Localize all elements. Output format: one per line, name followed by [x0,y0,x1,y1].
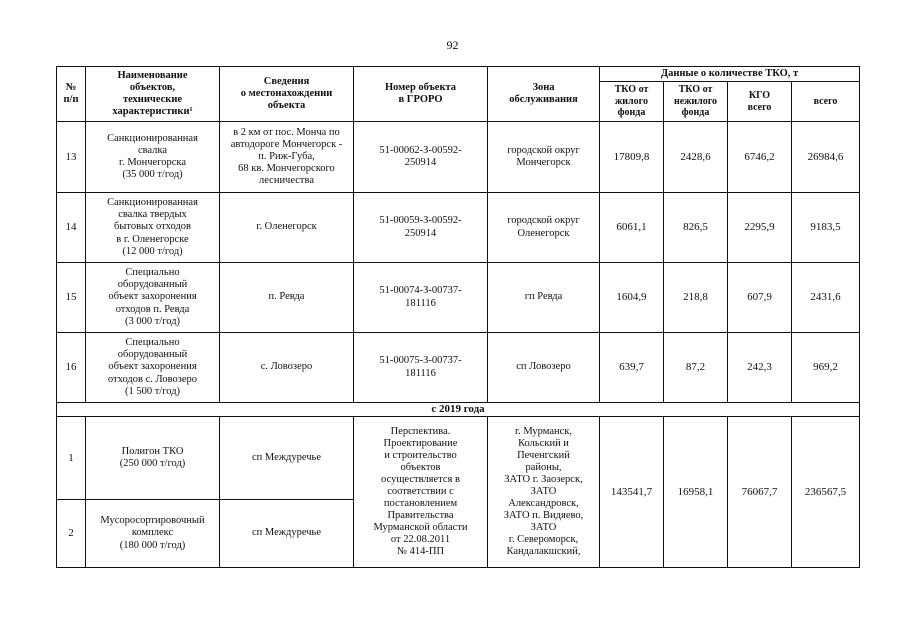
row-number: 1 [57,417,86,500]
header-groro: Номер объекта в ГРОРО [354,67,488,122]
kgo-value: 76067,7 [728,417,792,568]
table-row [57,122,860,193]
header-quantity-group: Данные о количестве ТКО, т [600,67,860,82]
kgo-value: 2295,9 [728,193,792,263]
total-value: 236567,5 [792,417,860,568]
header-total: всего [792,82,860,122]
nonresidential-value: 826,5 [664,193,728,263]
residential-value: 143541,7 [600,417,664,568]
kgo-value: 242,3 [728,333,792,403]
object-location: сп Междуречье [220,500,354,568]
residential-value: 1604,9 [600,263,664,333]
row-number: 13 [57,122,86,193]
total-value: 2431,6 [792,263,860,333]
object-location: г. Оленегорск [220,193,354,263]
table-row [57,263,860,333]
object-name: Специально оборудованный объект захоронения отходов п. Ревда (3 000 т/год) [86,263,220,333]
nonresidential-value: 16958,1 [664,417,728,568]
total-value: 969,2 [792,333,860,403]
residential-value: 17809,8 [600,122,664,193]
residential-value: 639,7 [600,333,664,403]
object-name: Санкционированная свалка г. Мончегорска (35 000 т/год) [86,122,220,193]
header-num: № п/п [57,67,86,122]
header-nonresidential: ТКО от нежилого фонда [664,82,728,122]
service-zone: городской округ Мончегорск [488,122,600,193]
kgo-value: 607,9 [728,263,792,333]
section-title: с 2019 года [57,403,860,417]
object-location: п. Ревда [220,263,354,333]
row-number: 15 [57,263,86,333]
nonresidential-value: 2428,6 [664,122,728,193]
table-row [57,333,860,403]
header-kgo: КГО всего [728,82,792,122]
groro-number: 51-00062-З-00592- 250914 [354,122,488,193]
groro-number: 51-00074-З-00737- 181116 [354,263,488,333]
residential-value: 6061,1 [600,193,664,263]
waste-objects-table [56,66,860,568]
groro-shared: Перспектива. Проектирование и строительство объектов осуществляется в соответствии с постановлением Правительства Мурманской области от 22.08.2011 № 414-ПП [354,417,488,568]
groro-number: 51-00059-З-00592- 250914 [354,193,488,263]
groro-number: 51-00075-З-00737- 181116 [354,333,488,403]
service-zone-shared: г. Мурманск, Кольский и Печенгский районы, ЗАТО г. Заозерск, ЗАТО Александровск, ЗАТО п. Видяево, ЗАТО г. Североморск, Кандалакшский, [488,417,600,568]
row-number: 16 [57,333,86,403]
kgo-value: 6746,2 [728,122,792,193]
object-name: Полигон ТКО (250 000 т/год) [86,417,220,500]
service-zone: сп Ловозеро [488,333,600,403]
header-name: Наименование объектов, технические характеристики¹ [86,67,220,122]
total-value: 26984,6 [792,122,860,193]
object-location: с. Ловозеро [220,333,354,403]
header-residential: ТКО от жилого фонда [600,82,664,122]
nonresidential-value: 87,2 [664,333,728,403]
page-number: 92 [446,38,459,52]
object-location: в 2 км от пос. Монча по автодороге Мончегорск - п. Риж-Губа, 68 кв. Мончегорского лесничества [220,122,354,193]
row-number: 2 [57,500,86,568]
object-name: Санкционированная свалка твердых бытовых отходов в г. Оленегорске (12 000 т/год) [86,193,220,263]
table-row [57,193,860,263]
object-name: Специально оборудованный объект захоронения отходов с. Ловозеро (1 500 т/год) [86,333,220,403]
service-zone: гп Ревда [488,263,600,333]
total-value: 9183,5 [792,193,860,263]
header-zone: Зона обслуживания [488,67,600,122]
object-name: Мусоросортировочный комплекс (180 000 т/год) [86,500,220,568]
nonresidential-value: 218,8 [664,263,728,333]
object-location: сп Междуречье [220,417,354,500]
table-row [57,417,860,500]
row-number: 14 [57,193,86,263]
service-zone: городской округ Оленегорск [488,193,600,263]
header-location: Сведения о местонахождении объекта [220,67,354,122]
